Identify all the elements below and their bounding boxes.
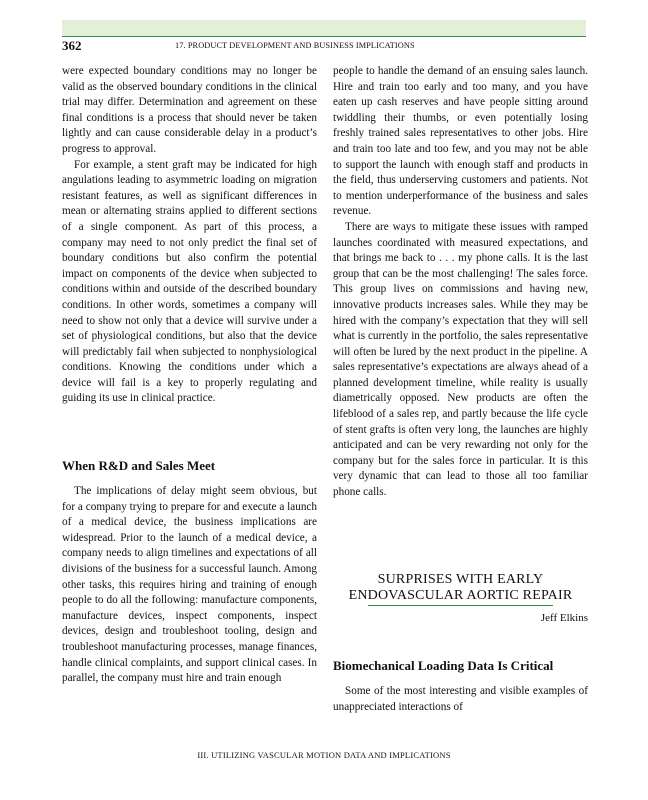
chapter-title-line: SURPRISES WITH EARLY (377, 572, 544, 587)
paragraph: were expected boundary conditions may no longer be valid as the observed boundary conditions in the clinical trial may differ. Determination and agreement on these final conditions is a process that should never be taken lightly and can cause considerable delay in a product’s progress to approval. (62, 65, 317, 155)
right-section-body (333, 684, 588, 715)
chapter-title-line: ENDOVASCULAR AORTIC REPAIR (348, 588, 573, 603)
section-heading-rd-sales: When R&D and Sales Meet (62, 458, 216, 473)
header-rule (62, 36, 586, 37)
page-number: 362 (62, 38, 82, 53)
left-section-body (62, 484, 317, 687)
chapter-title-rule (368, 605, 553, 606)
paragraph: For example, a stent graft may be indicated for high angulations leading to asymmetric loading on migration resistant features, as well as significant differences in mean or alternating strains applied to different sections of a single component. As part of this process, a company may need to not only predict the final set of boundary conditions but also confirm the potential impact on components of the device when subjected to conditions within and outside of the described boundary conditions. In other words, sometimes a company will need to show not only that a device will survive under a set of physiological conditions, but also that the device will predictably fail when subjected to nonphysiological conditions. Knowing the conditions under which a device will fail is a key to properly regulating and guiding its use in clinical practice. (62, 158, 317, 405)
left-column (62, 64, 317, 407)
paragraph: The implications of delay might seem obvious, but for a company trying to prepare for and execute a launch of a medical device, the business implications are widespread. Prior to the launch of a medical device, a company needs to align timelines and expectations of all divisions of the business for a successful launch. Among other tasks, this requires hiring and training of enough people to do all the following: manufacture components, manufacture devices, inspect components, inspect devices, design and troubleshoot tooling, design and troubleshoot manufacturing processes, manage finances, handle clinical complaints, and support clinical cases. In parallel, the company must hire and train enough (62, 485, 317, 685)
paragraph: Some of the most interesting and visible examples of unappreciated interactions of (333, 685, 588, 713)
section-heading-biomechanical: Biomechanical Loading Data Is Critical (333, 658, 554, 673)
chapter-title (333, 572, 588, 604)
page-footer: III. UTILIZING VASCULAR MOTION DATA AND IMPLICATIONS (197, 750, 451, 760)
running-head: 17. PRODUCT DEVELOPMENT AND BUSINESS IMPLICATIONS (175, 41, 415, 50)
header-band (62, 20, 586, 36)
paragraph: There are ways to mitigate these issues with ramped launches coordinated with measured expectations, and that brings me back to . . . my phone calls. It is the last group that can be the most challenging! The sales force. This group lives on commissions and having new, innovative products increases sales. While they may be hired with the company’s expectation that they will sell what is currently in the portfolio, the sales representative will often be lured by the next product in the pipeline. A sales representative’s expectations are always ahead of a planned development timeline, while reality is usually diametrically opposed. New products are often the lifeblood of a sales rep, and partly because the life cycle of stent grafts is often very long, the launches are highly anticipated and can be very rewarding not only for the company but for the sales force in particular. It is this very dynamic that can lead to those all too familiar phone calls. (333, 220, 588, 499)
right-column (333, 64, 588, 501)
paragraph: people to handle the demand of an ensuing sales launch. Hire and train too early and too many, and you have eaten up cash reserves and have people sitting around twiddling their thumbs, or even potentially losing freshly trained sales representatives to other jobs. Hire and train too late and too few, and you may not be able to support the launch with enough staff and products in the field, thus underserving customers and patients. Not to mention underperformance of the business and sales revenue. (333, 65, 588, 218)
chapter-author: Jeff Elkins (540, 612, 588, 624)
